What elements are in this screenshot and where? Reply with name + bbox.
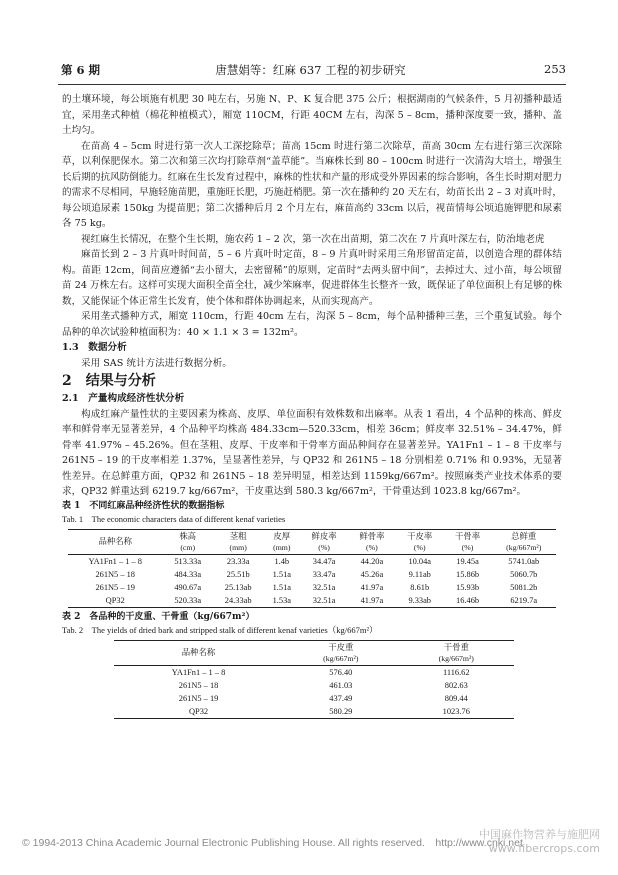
table-cell: 9.33ab (408, 595, 431, 605)
watermark-line2: www.fibercrops.com (488, 842, 600, 855)
table-cell: 1.51a (272, 582, 291, 592)
table-cell: 261N5 – 19 (178, 693, 219, 703)
table-cell: 261N5 – 18 (95, 569, 135, 579)
table-cell: 5060.7b (510, 569, 538, 579)
table-cell: 32.51a (312, 595, 336, 605)
table1-col-header: 干皮率 (%) (407, 531, 433, 552)
header-rule (58, 84, 566, 85)
table-cell: 32.51a (312, 582, 336, 592)
table-cell: 6219.7a (510, 595, 538, 605)
table-cell: QP32 (105, 595, 125, 605)
table-cell: 16.46b (456, 595, 480, 605)
heading-results: 2 结果与分析 (62, 373, 156, 389)
table1-col-header: 株高 (cm) (179, 531, 197, 552)
table1-col-header: 鲜皮率 (%) (311, 531, 337, 552)
table-cell: QP32 (189, 706, 209, 716)
table-cell: 809.44 (444, 693, 468, 703)
heading-yield-analysis: 2.1 产量构成经济性状分析 (62, 393, 185, 404)
table-cell: 490.67a (174, 582, 202, 592)
table-cell: 19.45a (456, 556, 479, 566)
site-watermark (479, 828, 600, 856)
table-cell: 34.47a (312, 556, 336, 566)
table1-col-header: 品种名称 (98, 537, 132, 546)
table2-header-row (114, 640, 514, 665)
table-cell: 520.33a (174, 595, 202, 605)
table2-caption-cn: 表 2 各品种的干皮重、干骨重（kg/667m²） (62, 611, 255, 622)
table-cell: 25.51b (226, 569, 250, 579)
table1-caption-cn: 表 1 不同红麻品种经济性状的数据指标 (62, 500, 225, 511)
copyright-footer: © 1994-2013 China Academic Journal Electronic Publishing House. All rights reserved. http://www.cnki.net (22, 837, 523, 849)
table-row (68, 568, 556, 581)
table-cell: YA1Fn1 – 1 – 8 (171, 667, 226, 677)
table-cell: 8.61b (410, 582, 430, 592)
table1-col-header: 鲜骨率 (%) (359, 531, 385, 552)
table1-caption-en: Tab. 1 The economic characters data of different kenaf varieties (62, 513, 286, 524)
table1-header-row (68, 529, 556, 554)
article-body (62, 92, 562, 719)
table2-col-header: 干皮重 (kg/667m²) (323, 642, 359, 663)
table-cell: 261N5 – 19 (95, 582, 135, 592)
running-header (55, 62, 566, 80)
table1-col-header: 干骨率 (%) (454, 531, 481, 552)
table-cell: 25.13ab (224, 582, 252, 592)
table1-col-header: 总鲜重 (kg/667m²) (506, 531, 542, 552)
table-cell: 15.93b (456, 582, 480, 592)
table-cell: 1023.76 (442, 706, 470, 716)
table2-caption-en: Tab. 2 The yields of dried bark and stripped stalk of different kenaf varieties（kg/667m²） (62, 624, 378, 635)
table-cell: 41.97a (360, 595, 384, 605)
table-cell: 5741.0ab (508, 556, 540, 566)
table-cell: 45.26a (360, 569, 384, 579)
table-cell: 576.40 (329, 667, 353, 677)
table-cell: 261N5 – 18 (178, 680, 219, 690)
table-cell: 513.33a (174, 556, 202, 566)
table2-dried-yields (114, 640, 514, 719)
table-cell: 1116.62 (442, 667, 470, 677)
table-cell: 5081.2b (510, 582, 538, 592)
table-cell: 1.53a (272, 595, 291, 605)
table-cell: 44.20a (360, 556, 384, 566)
table-cell: 484.33a (174, 569, 202, 579)
table-cell: 580.29 (329, 706, 353, 716)
paragraph-weeding: 在苗高 4 – 5cm 时进行第一次人工深挖除草；苗高 15cm 时进行第二次除草，苗高 30cm 左右进行第三次深除草，以利保肥保水。第二次和第三次均打除草剂“盖草能”。当麻株长到 80 – 100cm 时进行一次清沟大培土，增强生长后期的抗风防倒能力。红麻在生长发育过程中，麻株的性状和产量的形成受外界因素的综合影响，各生长时期对肥力的需求不尽相同，早施轻施苗肥，重施旺长肥，巧施赶梢肥。第一次在播种约 20 天左右，幼苗长出 2 – 3 对真叶时，每公顷追尿素 150kg 为提苗肥；第二次播种后月 2 个月左右，麻苗高约 33cm 以后，视苗情每公顷追施钾肥和尿素各 75 kg。 (62, 140, 562, 229)
table-cell: 802.63 (444, 680, 468, 690)
table-row (68, 594, 556, 608)
watermark-line1: 中国麻作物营养与施肥网 (479, 828, 600, 841)
table-cell: 461.03 (329, 680, 353, 690)
paragraph-planting: 采用垄式播种方式，厢宽 110cm，行距 40cm 左右，沟深 5 – 8cm，每个品种播种三垄，三个重复试验。每个品种的单次试验种植面积为：40 × 1.1 × 3 = 132m²。 (62, 311, 562, 338)
table2-col-header: 干骨重 (kg/667m²) (438, 642, 474, 663)
table-cell: 33.47a (312, 569, 336, 579)
table-cell: 1.51a (272, 569, 291, 579)
table1-economic-characters (68, 529, 556, 608)
table-row (114, 692, 514, 705)
table1-col-header: 茎粗 (mm) (229, 531, 247, 552)
page-number: 253 (544, 62, 566, 76)
paragraph-sas: 采用 SAS 统计方法进行数据分析。 (81, 357, 232, 369)
table-row (114, 679, 514, 692)
table-row (114, 705, 514, 719)
paragraph-yield-results: 构成红麻产量性状的主要因素为株高、皮厚、单位面积有效株数和出麻率。从表 1 看出，4 个品种的株高、鲜皮率和鲜骨率无显著差异，4 个品种平均株高 484.33cm—520.33cm，相差 36cm；鲜皮率 32.51% – 34.47%，鲜骨率 41.97% – 45.26%。但在茎粗、皮厚、干皮率和干骨率方面品种间存在显著差异。YA1Fn1 – 1 – 8 干皮率与 261N5 – 19 的干皮率相差 1.37%，呈显著性差异，与 QP32 和 261N5 – 18 分别相差 0.71% 和 0.93%，无显著性差异。在总鲜重方面，QP32 和 261N5 – 18 差异明显，相差达到 1159kg/667m²。按照麻类产业技术体系的要求，QP32 鲜重达到 6219.7 kg/667m²，干皮重达到 580.3 kg/667m²，干骨重达到 1023.8 kg/667m²。 (62, 408, 562, 497)
table2-col-header: 品种名称 (181, 648, 216, 657)
table-cell: 1.4b (274, 556, 290, 566)
table-cell: YA1Fn1 – 1 – 8 (88, 556, 142, 566)
paragraph-soil: 的土壤环境，每公顷施有机肥 30 吨左右，另施 N、P、K 复合肥 375 公斤；根据湖南的气候条件，5 月初播种最适宜，采用垄式种植（棉花种植模式），厢宽 110CM，行距 40CM 左右，沟深 5 – 8cm，播种深度要一致，播种、盖土均匀。 (62, 94, 562, 136)
table-cell: 24.33ab (224, 595, 252, 605)
paragraph-thinning: 麻苗长到 2 – 3 片真叶时间苗，5 – 6 片真叶时定苗，8 – 9 片真叶时采用三角形留苗定苗，以创造合理的群体结构。苗距 12cm，间苗应遵循“去小留大，去密留稀”的原则，定苗时“去两头留中间”，去掉过大、过小苗，每公顷留苗 24 万株左右。这样可实现大面积全苗全壮，减少笨麻率，促进群体生长整齐一致，既保证了单位面积上有足够的株数，又能保证个体正常生长发育，使个体和群体协调起来，从而实现高产。 (62, 249, 562, 307)
table-cell: 15.86b (456, 569, 480, 579)
table-cell: 41.97a (360, 582, 384, 592)
table-cell: 9.11ab (408, 569, 431, 579)
table-cell: 437.49 (329, 693, 353, 703)
paragraph-pesticide: 视红麻生长情况，在整个生长期，施农药 1 – 2 次，第一次在出苗期，第二次在 7 片真叶深左右，防治地老虎 (81, 233, 545, 245)
running-title: 唐慧娟等：红麻 637 工程的初步研究 (215, 63, 406, 77)
table-cell: 23.33a (226, 556, 250, 566)
table-row (68, 554, 556, 568)
table-cell: 10.04a (408, 556, 431, 566)
table1-col-header: 皮厚 (mm) (273, 531, 291, 552)
table-row (114, 665, 514, 679)
table-row (68, 581, 556, 594)
issue-number: 第 6 期 (61, 63, 101, 77)
heading-data-analysis: 1.3 数据分析 (62, 342, 127, 353)
